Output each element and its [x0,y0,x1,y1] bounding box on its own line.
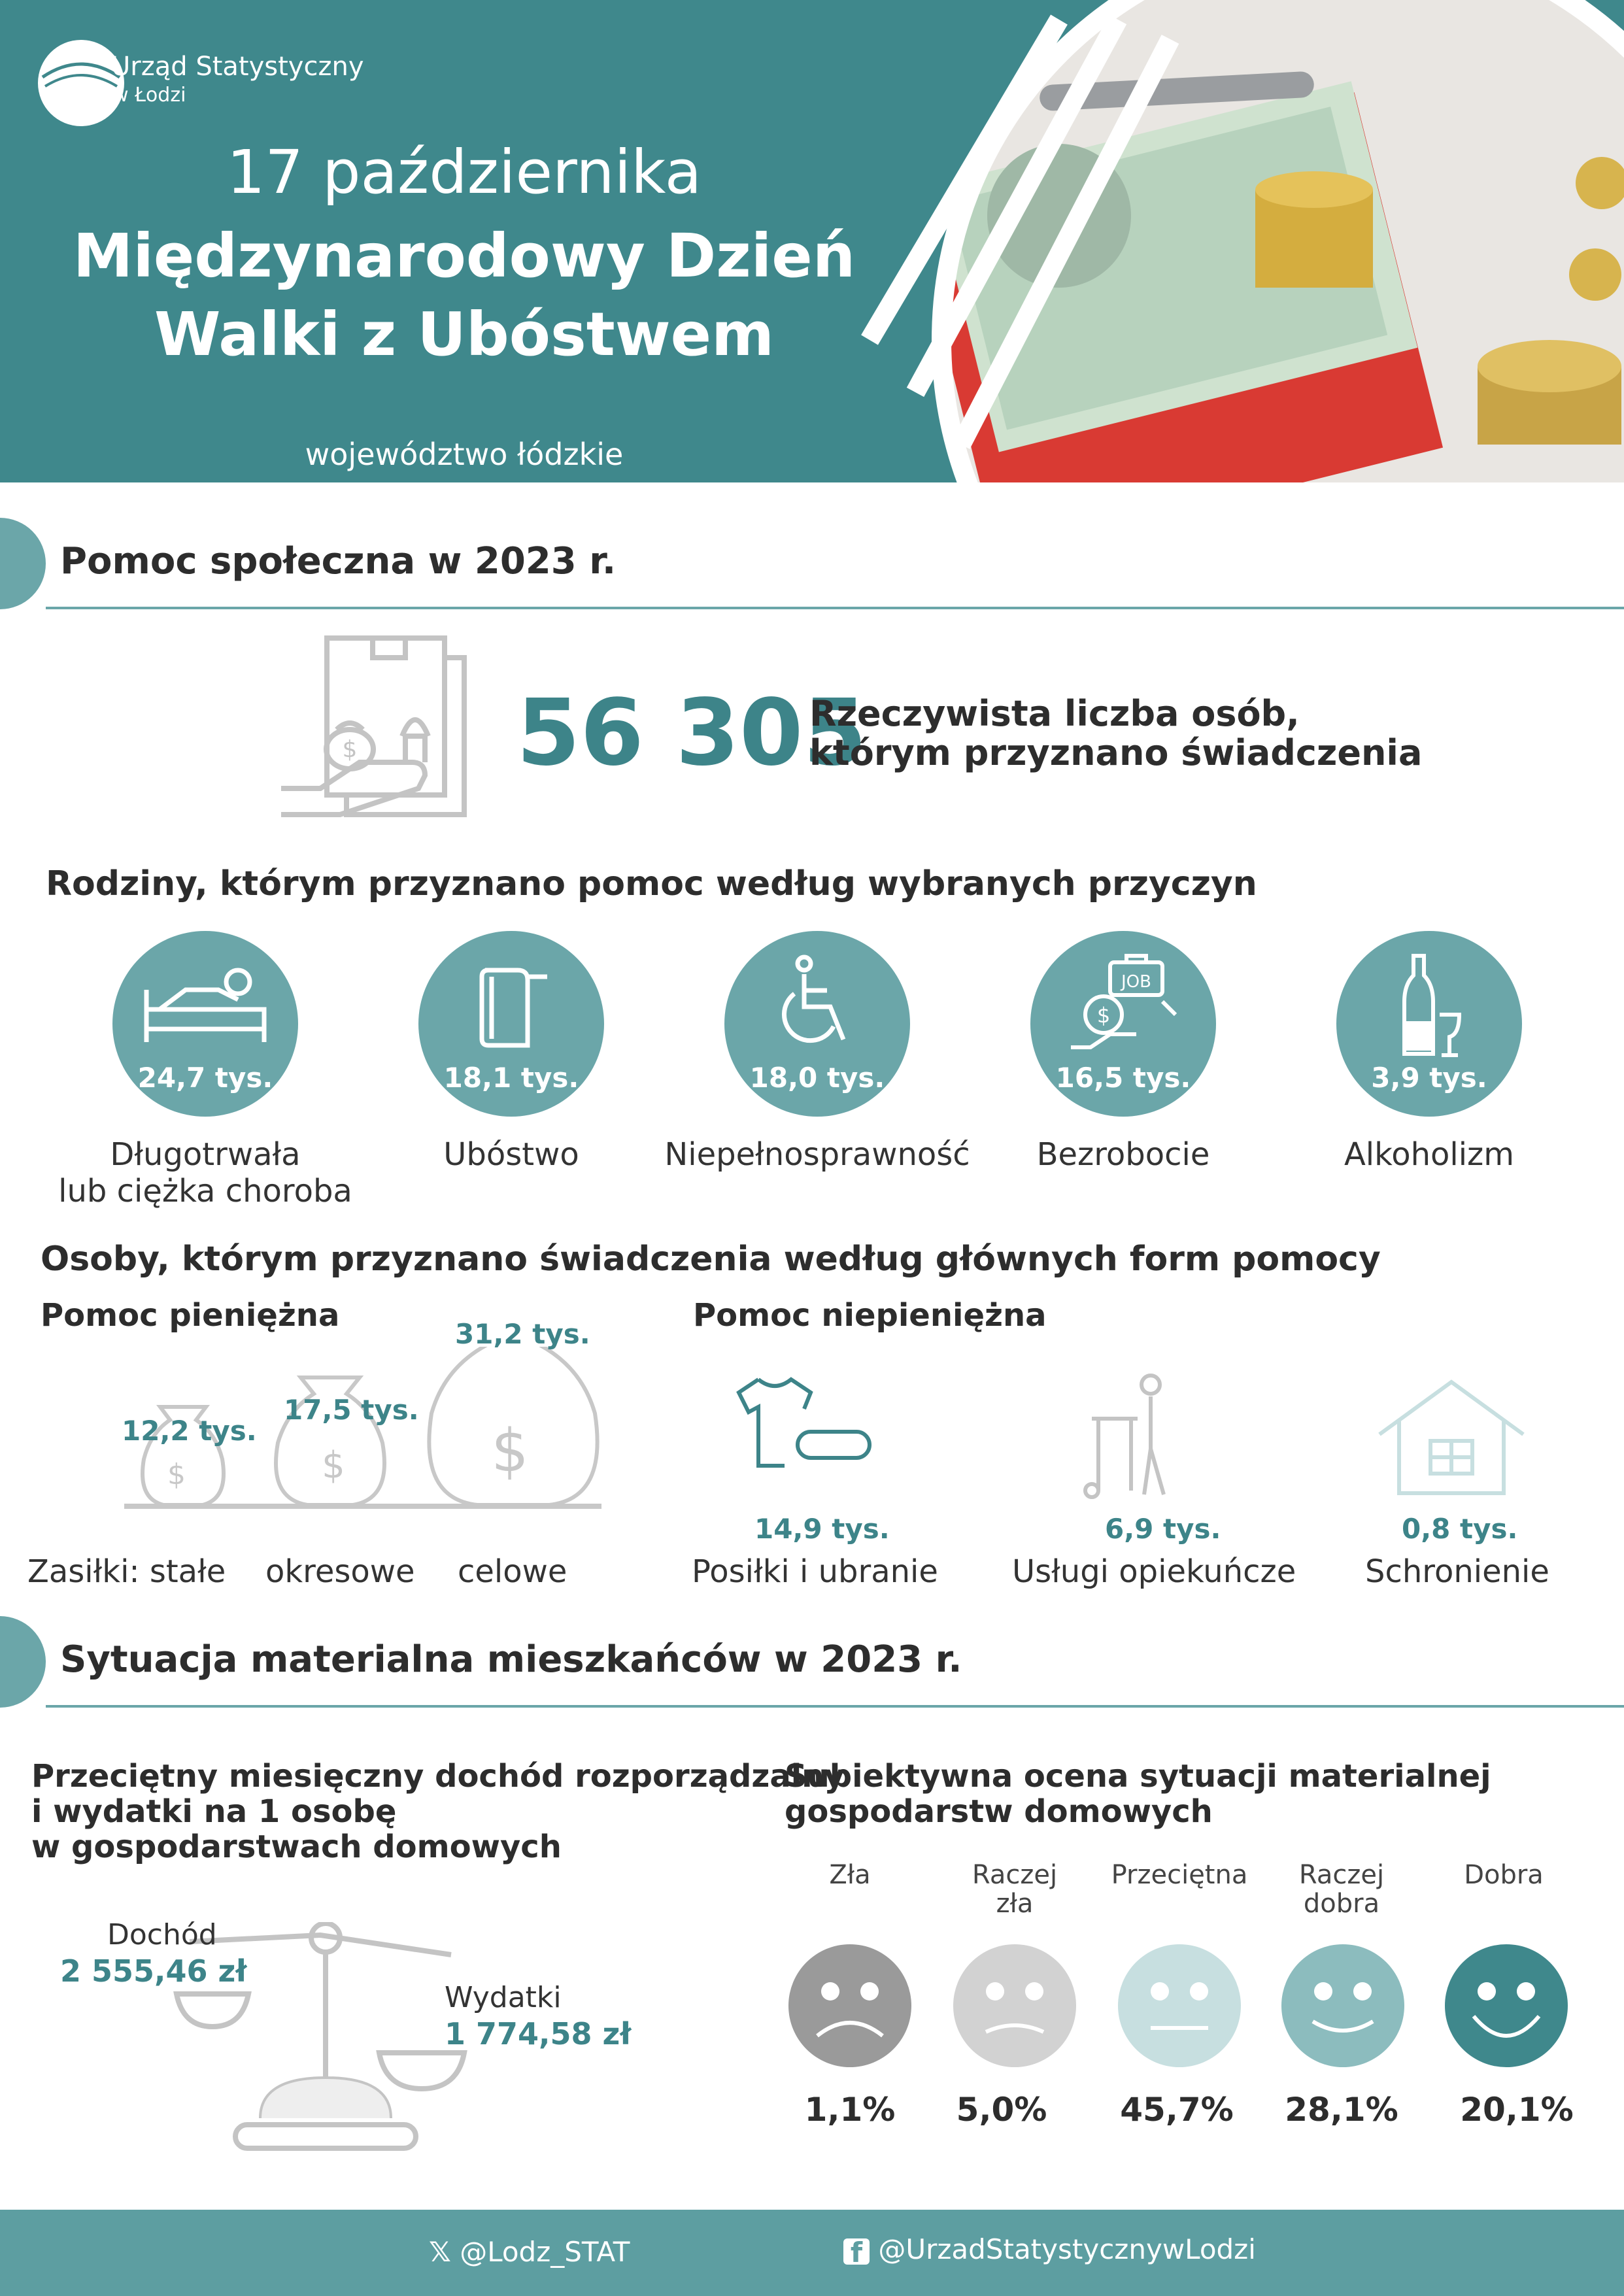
expense-value: 1 774,58 zł [445,2016,632,2051]
rating-heading [785,1759,1491,1829]
header-banner [0,0,1624,482]
rating-pct-good: 20,1% [1460,2091,1574,2129]
rating-pct-rather-good: 28,1% [1285,2091,1398,2129]
wheelchair-icon [771,954,863,1053]
rating-label-rather-good [1276,1861,1407,1918]
reasons-heading: Rodziny, którym przyznano pomoc według wybranych przyczyn [46,864,1257,903]
cash-label-periodic: okresowe [265,1553,415,1590]
cash-label-purpose: celowe [458,1553,567,1590]
sad-face-icon [788,1944,911,2067]
cash-aid-heading: Pomoc pieniężna [41,1297,340,1334]
reason-value: 16,5 tys. [1055,1062,1191,1094]
reason-value: 18,1 tys. [443,1062,579,1094]
rating-label-bad: Zła [829,1860,871,1890]
facebook-handle: @UrzadStatystycznywLodzi [878,2233,1256,2265]
section-divider [46,1705,1624,1708]
reason-label-illness [42,1136,369,1209]
rating-label-line1: Raczej [972,1860,1058,1890]
noncash-value-shelter: 0,8 tys. [1402,1513,1518,1545]
page-title-line1: Międzynarodowy Dzień [73,221,856,291]
rating-pct-rather-bad: 5,0% [956,2091,1047,2129]
reason-label-line1: Długotrwała [110,1136,301,1173]
total-beneficiaries-desc [809,694,1422,773]
wine-bottle-icon [1399,949,1464,1060]
reason-label-poverty: Ubóstwo [443,1136,579,1173]
income-heading [31,1759,845,1865]
reason-disability [724,931,910,1117]
rating-label-line2: zła [996,1889,1034,1919]
facebook-icon: f [843,2238,870,2265]
rating-label-rather-bad [949,1861,1080,1918]
section-divider [46,607,1624,609]
income-heading-line3: w gospodarstwach domowych [31,1829,562,1865]
total-desc-line2: którym przyznano świadczenia [809,732,1423,773]
noncash-aid-heading: Pomoc niepieniężna [693,1297,1047,1334]
reason-illness [112,931,298,1117]
org-name: Urząd Statystyczny [111,52,364,82]
reason-value: 18,0 tys. [749,1062,885,1094]
reason-value: 3,9 tys. [1371,1062,1487,1094]
income-heading-line1: Przeciętny miesięczny dochód rozporządzalny [31,1758,845,1795]
house-icon [1373,1376,1530,1500]
noncash-label-shelter: Schronienie [1365,1553,1549,1590]
noncash-label-meals: Posiłki i ubranie [692,1553,938,1590]
svg-text:$: $ [1096,1003,1111,1028]
noncash-value-meals: 14,9 tys. [754,1513,890,1545]
reason-label-line2: lub ciężka choroba [58,1173,352,1209]
reason-label-disability: Niepełnosprawność [664,1136,970,1173]
twitter-link[interactable] [429,2236,630,2268]
total-desc-line1: Rzeczywista liczba osób, [809,693,1300,734]
rating-pct-bad: 1,1% [804,2091,896,2129]
rating-label-good: Dobra [1464,1860,1544,1890]
slightly-happy-face-icon [1281,1944,1404,2067]
income-value: 2 555,46 zł [60,1953,247,1989]
total-beneficiaries-value: 56 305 [516,680,867,786]
svg-text:JOB: JOB [1121,972,1151,992]
cash-value-periodic: 17,5 tys. [284,1394,419,1426]
rating-label-average: Przeciętna [1111,1860,1248,1890]
forms-heading: Osoby, którym przyznano świadczenia według głównych form pomocy [41,1240,1381,1279]
rating-heading-line1: Subiektywna ocena sytuacji materialnej [785,1758,1491,1795]
empty-wallet-icon [472,957,550,1049]
job-search-icon [1064,949,1182,1060]
elderly-walker-icon [1079,1373,1177,1504]
twitter-handle: @Lodz_STAT [460,2236,630,2268]
page-title-line2: Walki z Ubóstwem [154,299,774,369]
reason-value: 24,7 tys. [137,1062,273,1094]
cash-value-purpose: 31,2 tys. [455,1318,590,1350]
reason-poverty [418,931,604,1117]
event-date: 17 października [226,137,702,207]
bed-icon [140,957,271,1055]
cash-label-permanent: Zasiłki: stałe [27,1553,226,1590]
rating-heading-line2: gospodarstw domowych [785,1793,1213,1830]
cash-value-permanent: 12,2 tys. [122,1415,257,1447]
svg-text:$: $ [342,736,358,763]
benefit-document-icon [275,632,484,828]
noncash-value-care: 6,9 tys. [1105,1513,1221,1545]
section-title-material-situation: Sytuacja materialna mieszkańców w 2023 r. [60,1638,962,1681]
rating-label-line2: dobra [1303,1889,1380,1919]
region-label: województwo łódzkie [305,437,624,472]
happy-face-icon [1445,1944,1568,2067]
neutral-face-icon [1118,1944,1241,2067]
noncash-label-care: Usługi opiekuńcze [1012,1553,1296,1590]
reason-alcoholism [1336,931,1522,1117]
org-subtitle: w Łodzi [112,84,186,107]
expense-label: Wydatki [445,1981,562,2014]
footer-bar [0,2210,1624,2296]
reason-label-unemployment: Bezrobocie [1036,1136,1210,1173]
shirt-bread-icon [732,1373,876,1477]
svg-text:$: $ [322,1444,345,1487]
svg-text:$: $ [167,1458,186,1491]
income-label: Dochód [107,1918,217,1951]
x-icon: 𝕏 [429,2236,451,2268]
facebook-link[interactable] [843,2233,1256,2269]
income-heading-line2: i wydatki na 1 osobę [31,1793,397,1830]
section-marker [0,518,46,609]
money-photo [843,0,1624,482]
section-title-social-aid: Pomoc społeczna w 2023 r. [60,540,617,582]
svg-text:$: $ [491,1417,529,1485]
slightly-sad-face-icon [953,1944,1076,2067]
section-marker [0,1616,46,1708]
reason-label-alcoholism: Alkoholizm [1344,1136,1515,1173]
reason-unemployment [1030,931,1216,1117]
rating-pct-average: 45,7% [1120,2091,1234,2129]
rating-label-line1: Raczej [1298,1860,1385,1890]
